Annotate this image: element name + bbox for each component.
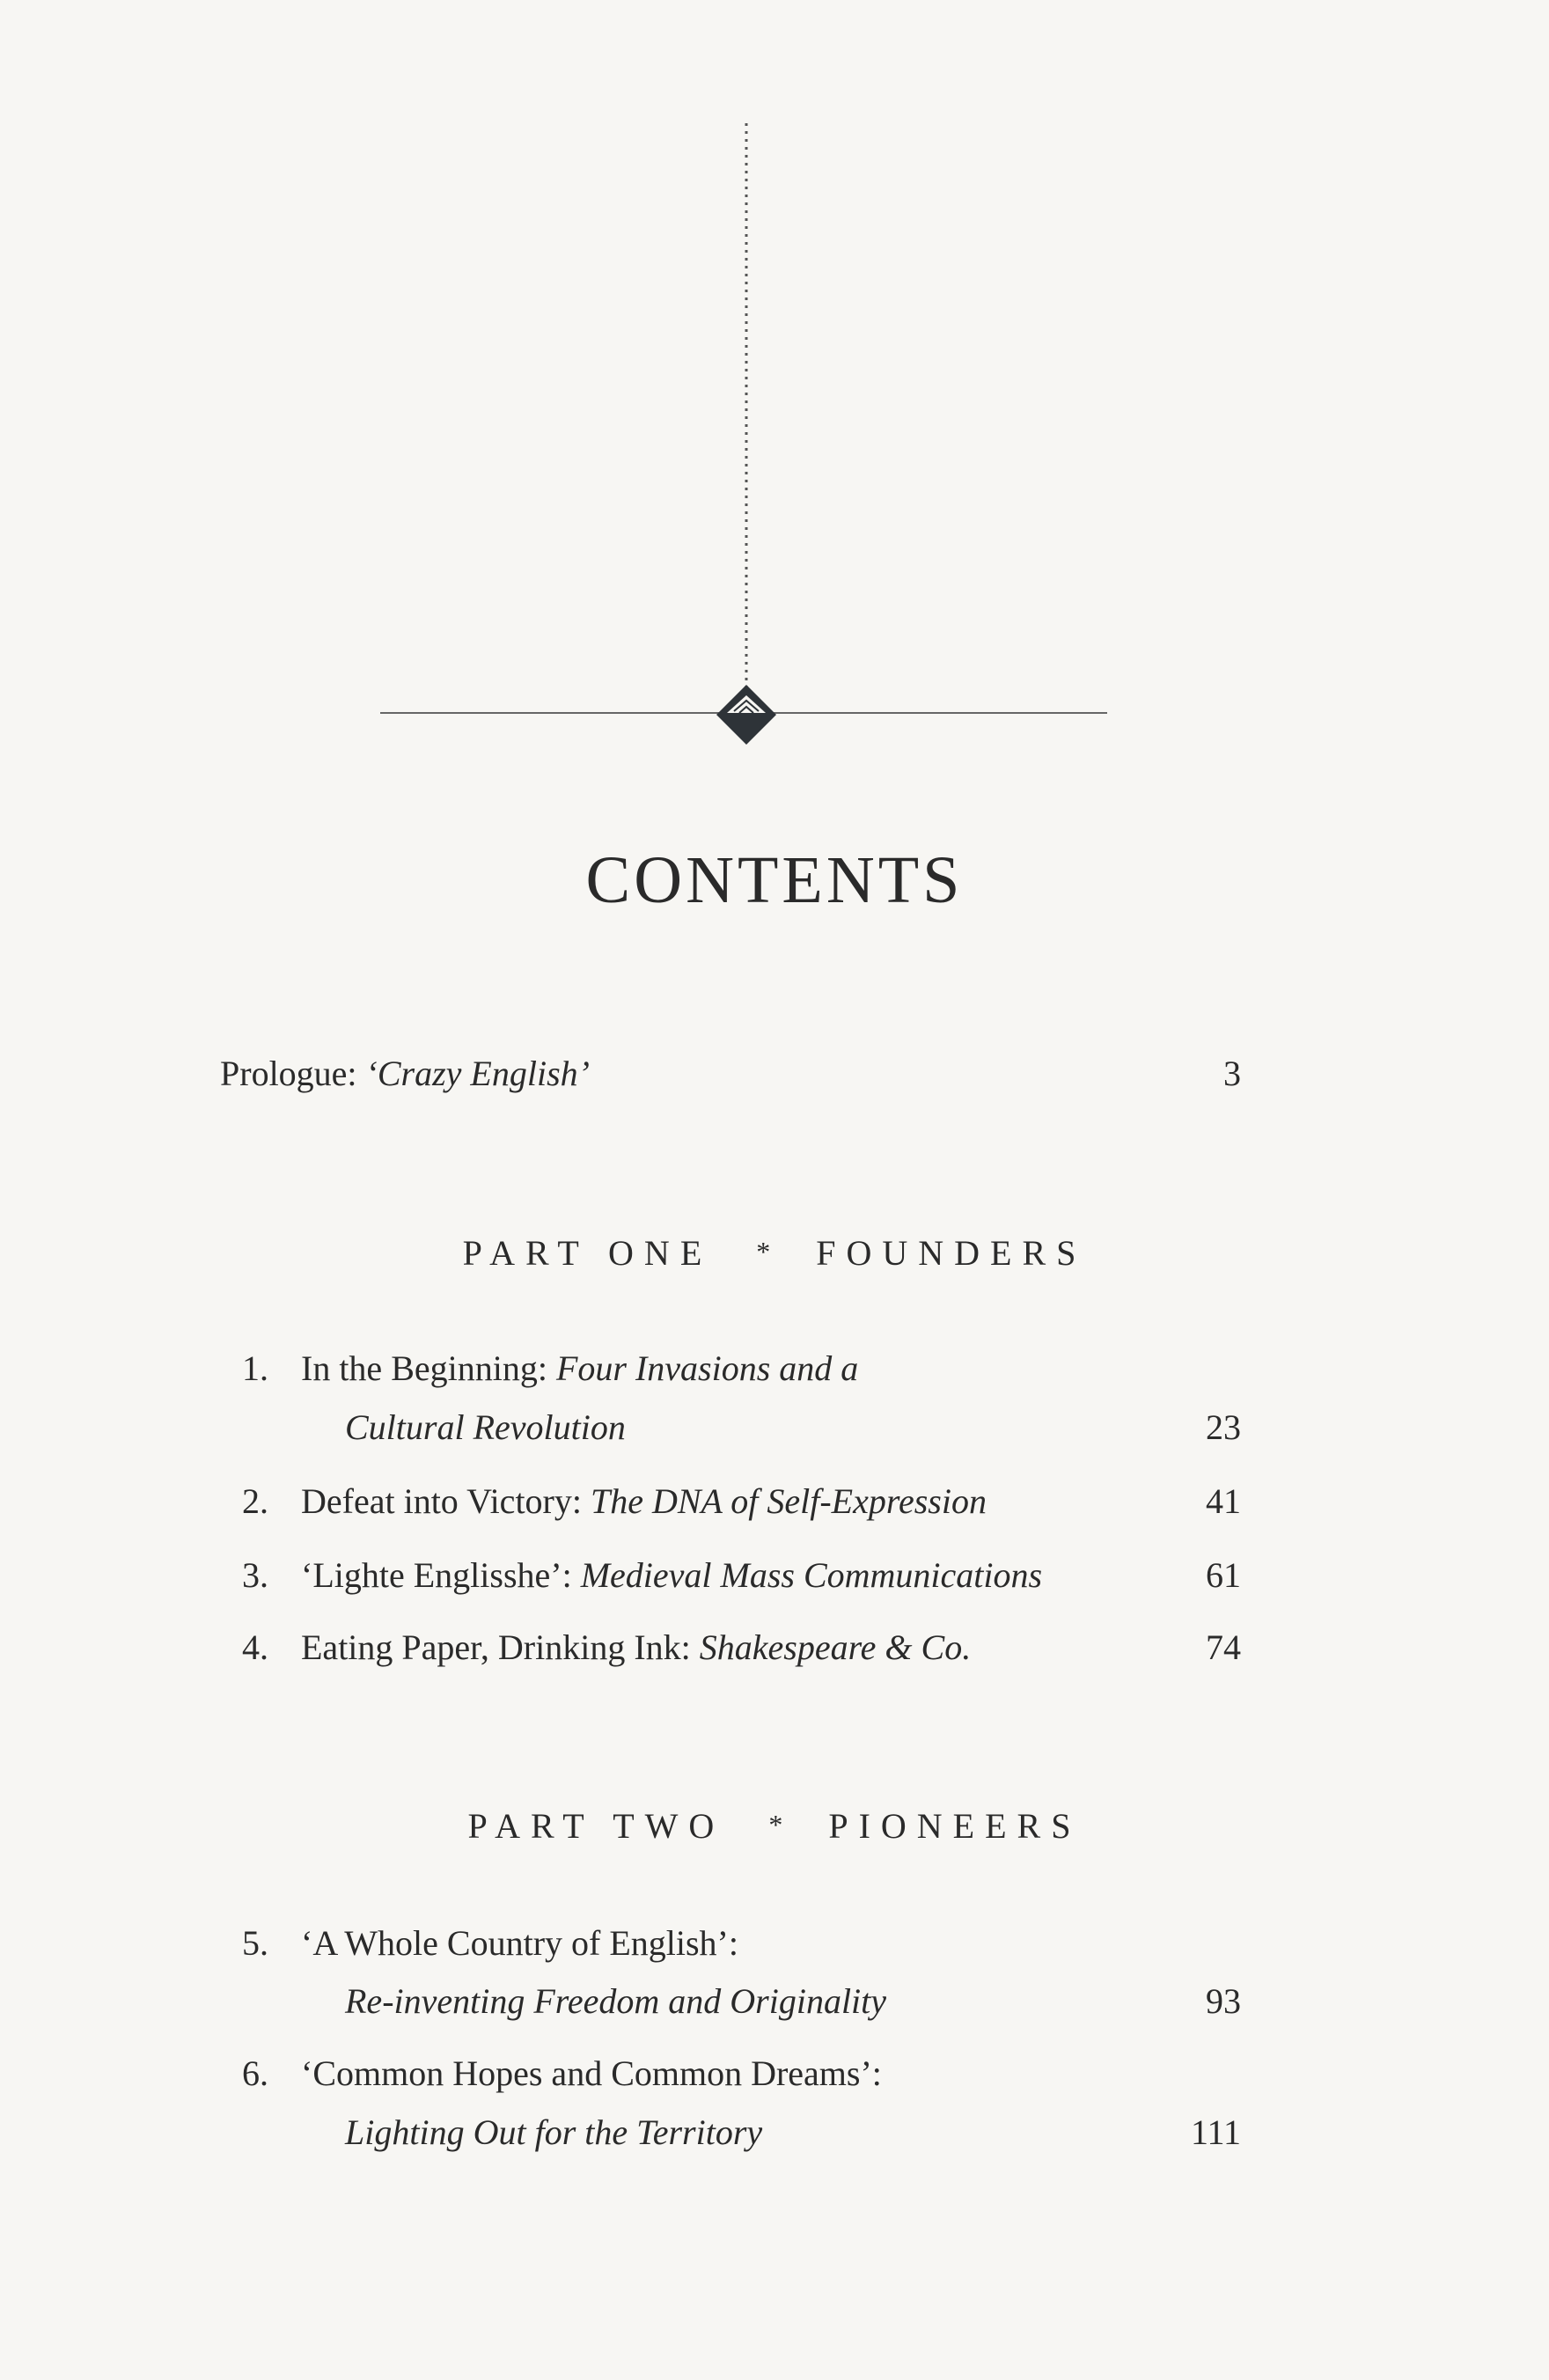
entry-title: ‘A Whole Country of English’: [301,1923,738,1963]
entry-title: ‘Lighte Englisshe’: Medieval Mass Communications [301,1555,1043,1595]
page-number: 23 [1206,1407,1241,1447]
entry-title: Eating Paper, Drinking Ink: Shakespeare & Co. [301,1627,972,1667]
part-heading: PART TWO * PIONEERS [467,1806,1082,1846]
entry-subtitle: Cultural Revolution [345,1407,626,1447]
entry-subtitle: Re-inventing Freedom and Originality [345,1981,887,2021]
part-heading: PART ONE * FOUNDERS [462,1233,1087,1273]
page-number: 61 [1206,1555,1241,1595]
page-number: 93 [1206,1981,1241,2021]
entry-title: ‘Common Hopes and Common Dreams’: [301,2053,882,2093]
page-number: 74 [1206,1627,1241,1667]
title-ornament [0,0,1549,792]
page-title: CONTENTS [585,843,964,917]
entry-title: Prologue: ‘Crazy English’ [220,1054,590,1093]
entry-subtitle: Lighting Out for the Territory [345,2112,763,2152]
entry-title: Defeat into Victory: The DNA of Self-Expression [301,1481,987,1521]
entry-title: In the Beginning: Four Invasions and a [301,1348,859,1388]
page-number: 41 [1206,1481,1241,1521]
chapter-number: 1. [242,1348,268,1388]
chapter-number: 2. [242,1481,268,1521]
chapter-number: 4. [242,1627,268,1667]
page-number: 3 [1223,1054,1241,1093]
chapter-number: 6. [242,2053,268,2093]
page-number: 111 [1190,2112,1241,2152]
chapter-number: 3. [242,1555,268,1595]
chapter-number: 5. [242,1923,268,1963]
diamond-ornament-icon [716,685,776,745]
